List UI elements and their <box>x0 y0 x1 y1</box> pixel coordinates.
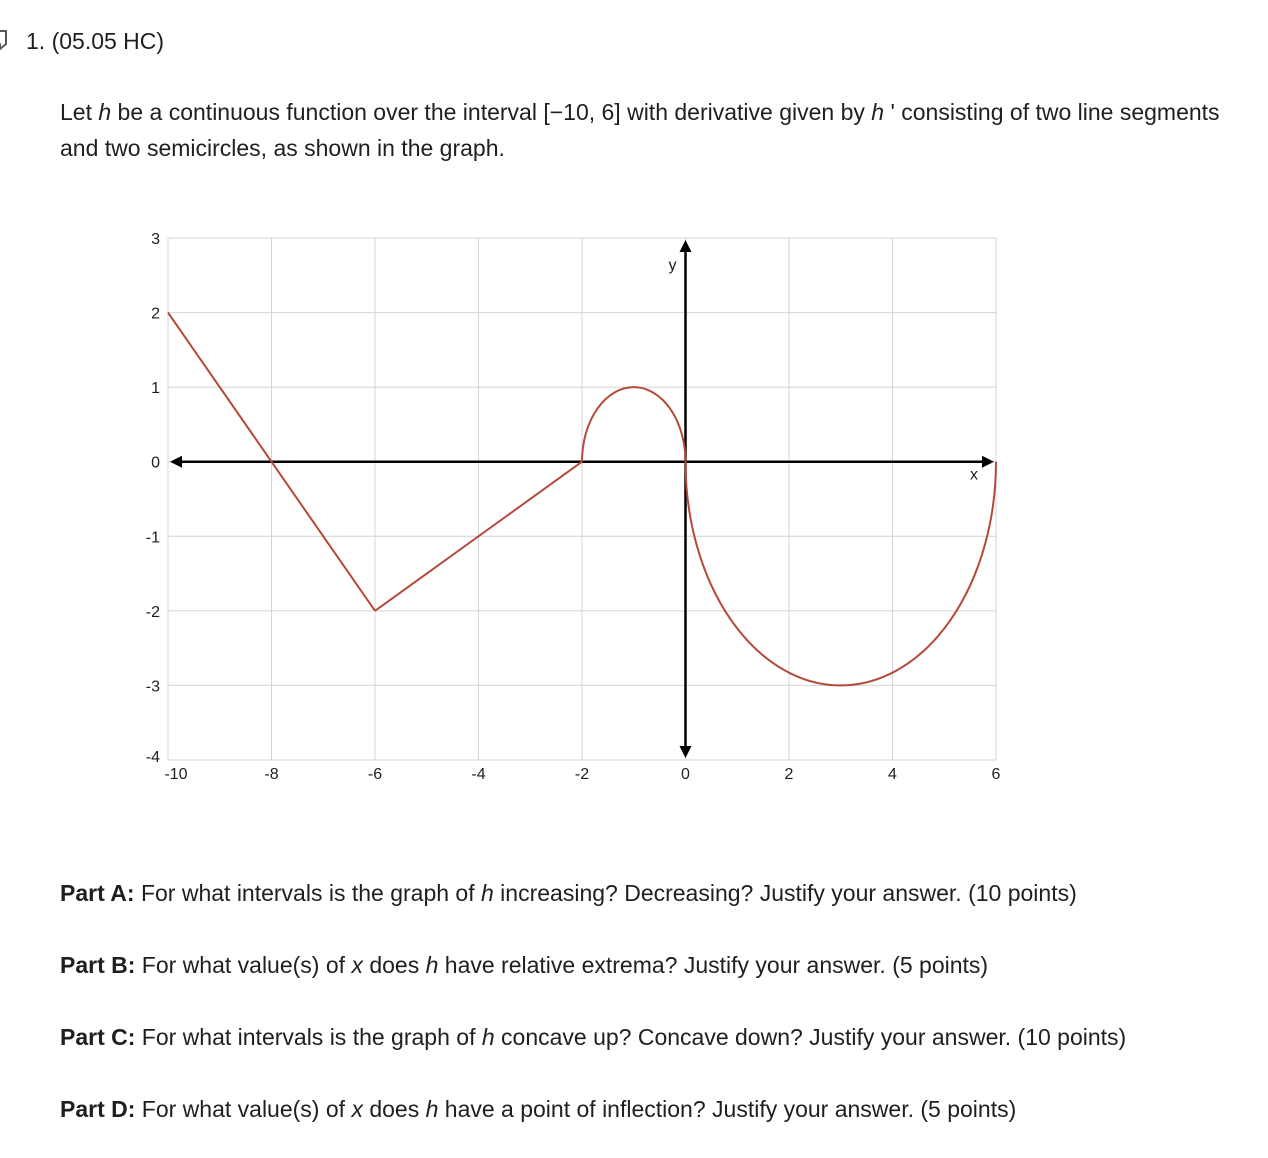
part-text: For what intervals is the graph of <box>134 880 481 906</box>
part-d <box>60 1096 1016 1123</box>
function-name: h <box>481 880 494 906</box>
y-tick-label: -4 <box>145 749 160 766</box>
y-tick-label: 1 <box>151 380 160 398</box>
x-axis-label: x <box>970 466 978 484</box>
part-text: does <box>362 952 426 978</box>
part-text: For what value(s) of <box>135 1096 352 1122</box>
intro-text: Let <box>60 99 99 125</box>
semicircle-segment <box>686 462 997 686</box>
part-text: For what value(s) of <box>135 952 352 978</box>
part-text: have a point of inflection? Justify your answer. (5 points) <box>438 1096 1017 1122</box>
y-tick-label: 2 <box>151 305 160 323</box>
x-tick-label: -4 <box>471 766 486 783</box>
function-name: h <box>425 952 439 978</box>
y-tick-label: -2 <box>145 603 160 621</box>
y-tick-label: 0 <box>151 454 160 472</box>
part-c <box>60 1024 1126 1051</box>
x-tick-label: 0 <box>681 766 690 783</box>
x-tick-label: -8 <box>264 766 279 783</box>
x-axis-arrow-left <box>170 456 182 468</box>
part-label: Part C: <box>60 1024 136 1050</box>
function-name: h <box>481 1024 495 1050</box>
x-tick-label: 6 <box>991 766 1001 783</box>
part-text: For what intervals is the graph of <box>135 1024 482 1050</box>
part-b <box>60 952 988 979</box>
y-axis-arrow-up <box>680 240 692 252</box>
y-tick-label: 3 <box>151 231 160 248</box>
variable-name: x <box>351 1096 363 1122</box>
function-name: h <box>871 99 885 125</box>
x-tick-label: -6 <box>367 766 383 783</box>
y-tick-label: -1 <box>145 529 160 547</box>
intro-text: ' consisting of two line segments and two semicircles, as shown in the graph. <box>60 99 1220 161</box>
function-name: h <box>98 99 112 125</box>
part-label: Part B: <box>60 952 136 978</box>
part-label: Part A: <box>60 880 135 906</box>
x-axis-arrow-right <box>982 456 994 468</box>
x-tick-label: -10 <box>164 766 188 783</box>
tick-labels <box>146 231 1001 783</box>
part-text: increasing? Decreasing? Justify your answer. (10 points) <box>493 880 1077 906</box>
variable-name: x <box>351 952 363 978</box>
question-number: 1. (05.05 HC) <box>26 27 165 54</box>
x-tick-label: 4 <box>888 766 897 783</box>
function-name: h <box>425 1096 439 1122</box>
y-tick-label: -3 <box>145 678 160 696</box>
semicircle-segment <box>582 387 686 462</box>
y-axis-arrow-down <box>680 746 692 758</box>
y-axis-label: y <box>668 257 677 274</box>
part-text: have relative extrema? Justify your answer. (5 points) <box>438 952 989 978</box>
part-text: concave up? Concave down? Justify your answer. (10 points) <box>494 1024 1127 1050</box>
intro-text: be a continuous function over the interval [−10, 6] with derivative given by <box>111 99 872 125</box>
part-label: Part D: <box>60 1096 136 1122</box>
x-tick-label: -2 <box>574 766 590 783</box>
part-a <box>60 880 1077 907</box>
x-tick-label: 2 <box>784 766 794 783</box>
part-text: does <box>362 1096 426 1122</box>
